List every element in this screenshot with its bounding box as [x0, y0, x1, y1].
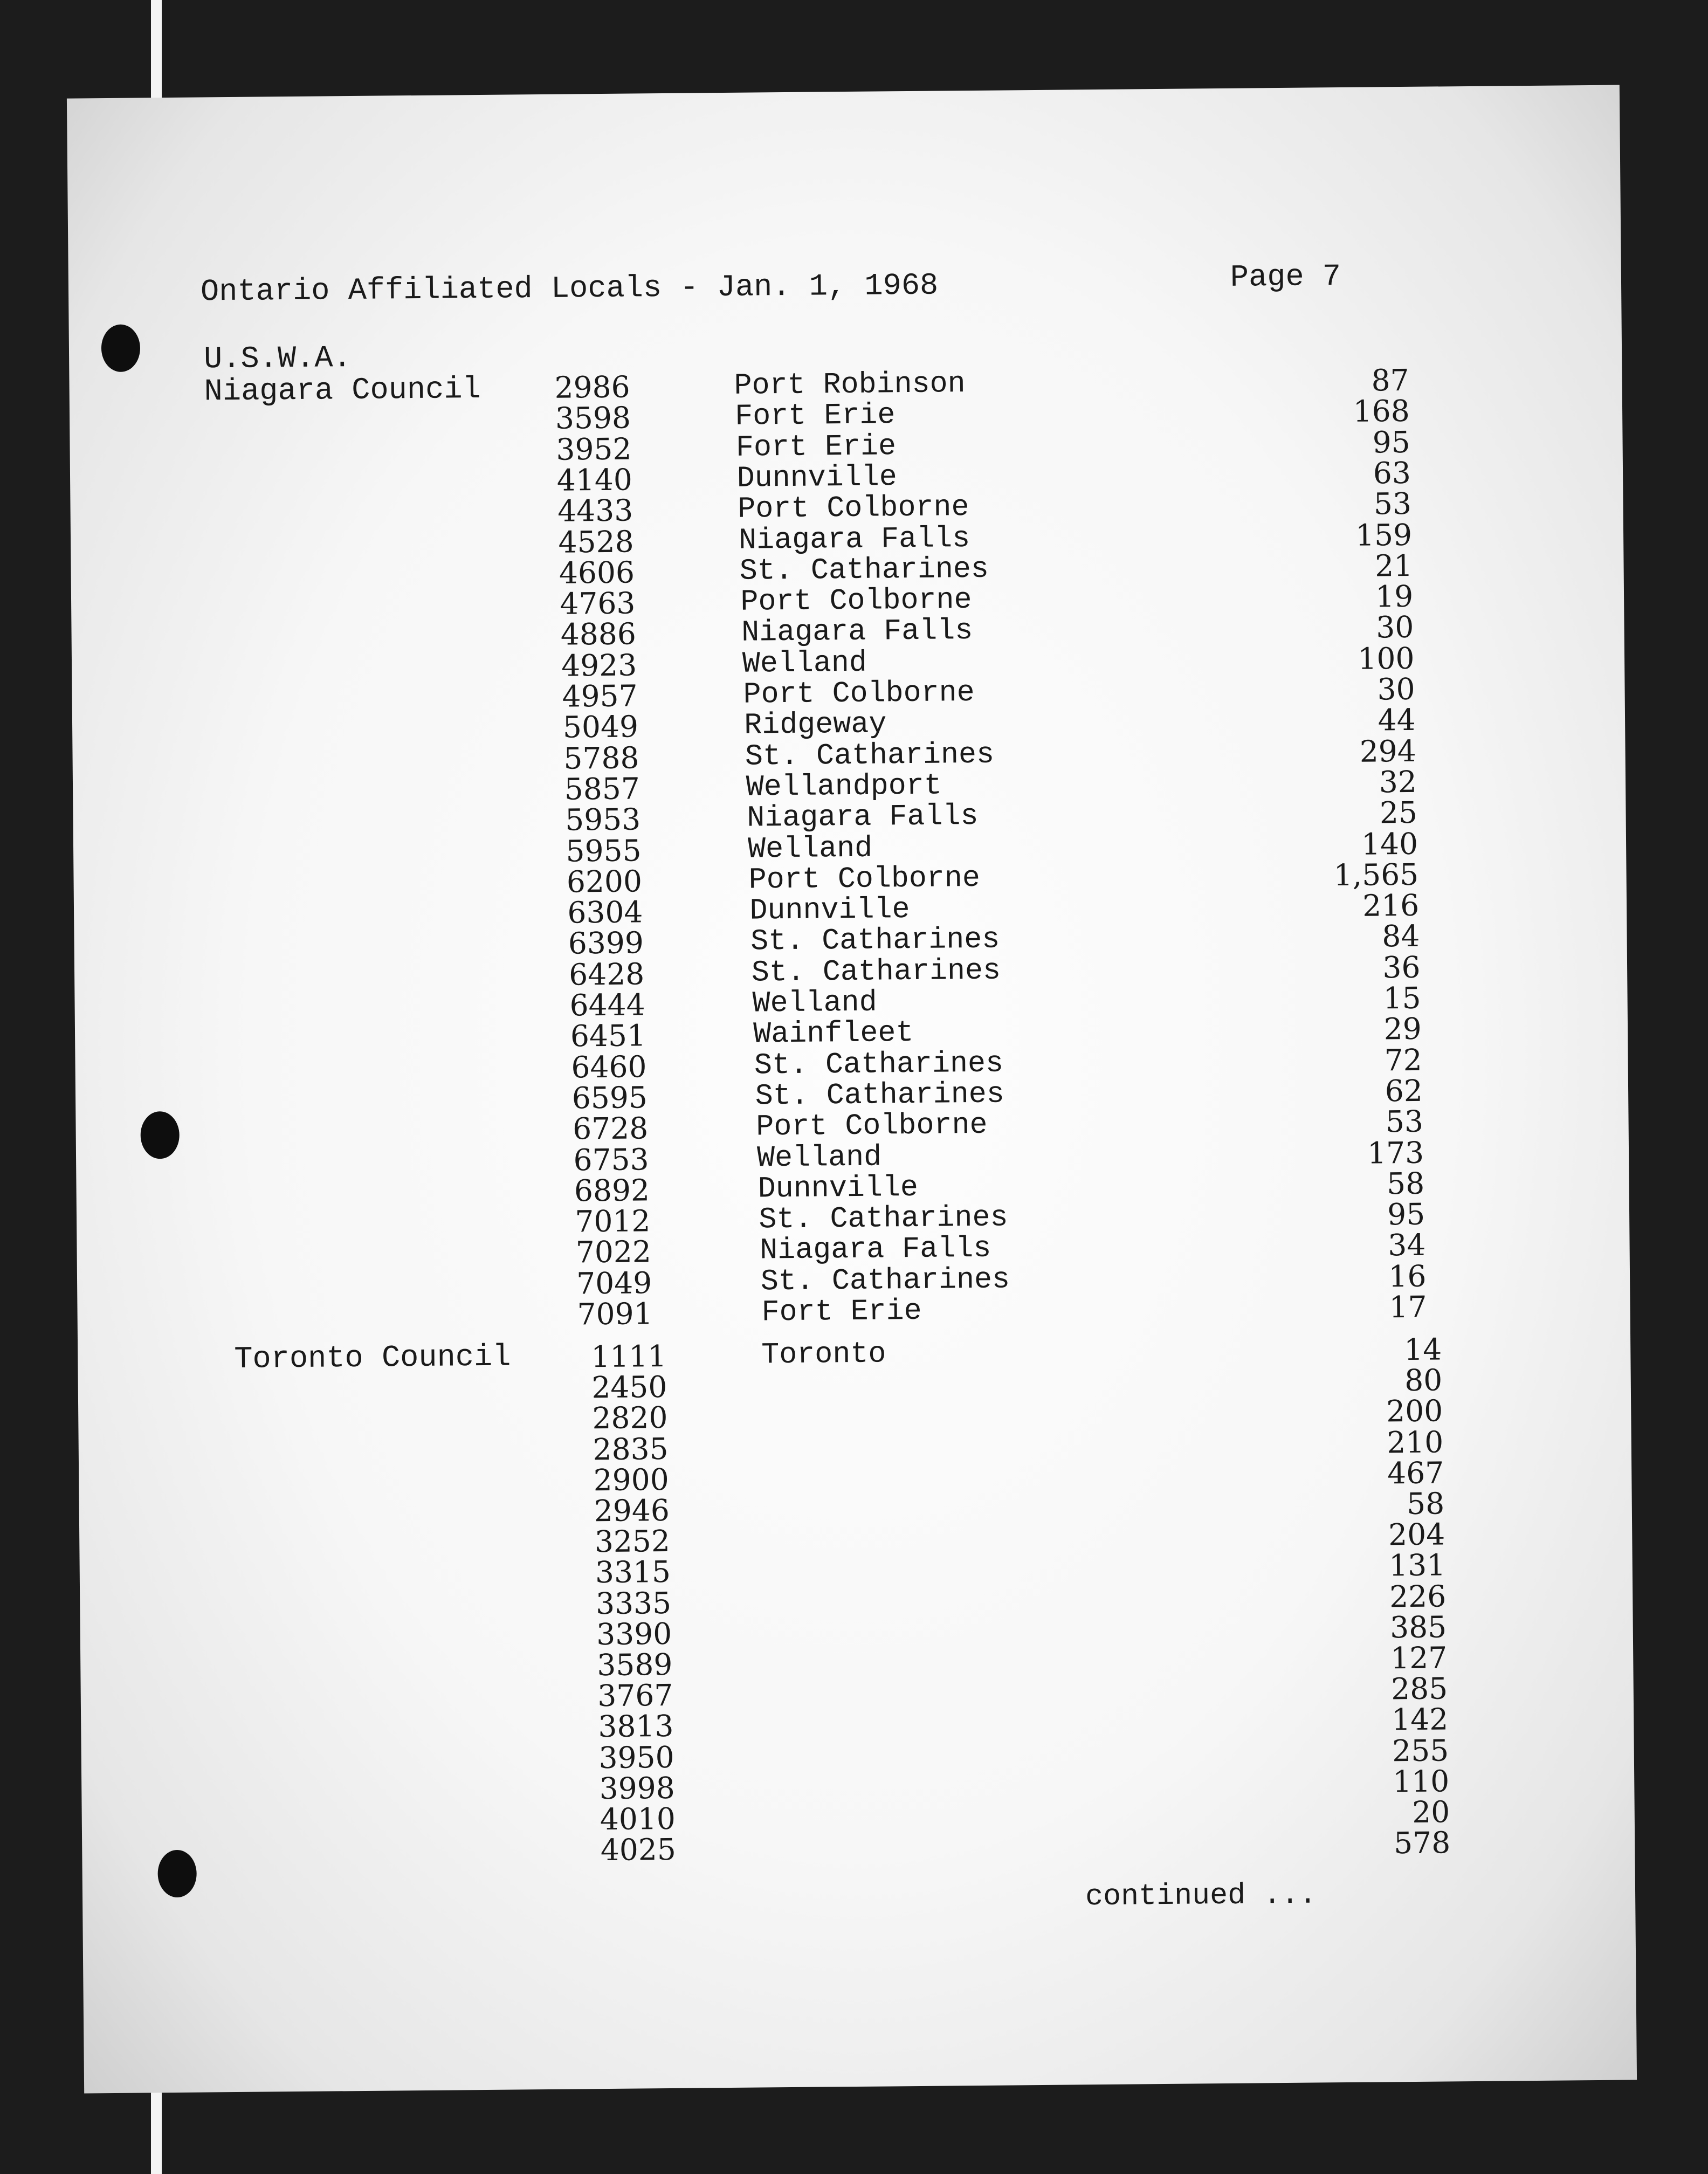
council-name: Niagara Council — [204, 372, 481, 410]
member-count: 1,565 — [1333, 857, 1419, 892]
local-number: 6304 — [567, 895, 643, 930]
member-count: 226 — [1389, 1579, 1447, 1614]
member-count: 95 — [1372, 424, 1411, 460]
local-number: 2986 — [554, 369, 630, 405]
place-name: St. Catharines — [750, 922, 1000, 959]
member-count: 294 — [1359, 733, 1417, 769]
member-count: 210 — [1386, 1425, 1444, 1460]
local-number: 5955 — [566, 833, 642, 869]
member-count: 36 — [1382, 950, 1421, 985]
member-count: 142 — [1391, 1702, 1449, 1737]
place-name: Fort Erie — [761, 1294, 922, 1330]
member-count: 173 — [1367, 1135, 1424, 1171]
local-number: 6399 — [568, 925, 644, 961]
place-name: St. Catharines — [745, 737, 995, 774]
member-count: 72 — [1384, 1042, 1423, 1077]
place-name: St. Catharines — [759, 1200, 1008, 1237]
member-count: 20 — [1411, 1794, 1450, 1829]
member-count: 385 — [1389, 1609, 1447, 1645]
place-name: Welland — [752, 985, 877, 1021]
member-count: 29 — [1383, 1012, 1422, 1047]
local-number: 3952 — [556, 431, 632, 467]
place-name: Dunnville — [736, 460, 898, 496]
member-count: 21 — [1374, 548, 1413, 583]
local-number: 4433 — [557, 493, 633, 528]
place-name: Toronto — [761, 1337, 886, 1372]
member-count: 95 — [1387, 1196, 1425, 1232]
member-count: 140 — [1361, 826, 1418, 862]
place-name: Dunnville — [749, 892, 910, 928]
member-count: 84 — [1382, 919, 1420, 954]
place-name: St. Catharines — [755, 1077, 1005, 1113]
local-number: 6753 — [573, 1141, 649, 1178]
place-name: Welland — [742, 645, 867, 681]
local-number: 6892 — [574, 1173, 650, 1208]
local-number: 3390 — [596, 1616, 672, 1652]
place-name: Niagara Falls — [741, 614, 973, 650]
local-number: 3767 — [597, 1678, 673, 1714]
member-count: 62 — [1385, 1073, 1423, 1109]
local-number: 4140 — [556, 462, 633, 498]
local-number: 3598 — [555, 400, 631, 436]
member-count: 32 — [1379, 764, 1417, 800]
local-number: 7022 — [575, 1234, 652, 1270]
member-count: 100 — [1358, 641, 1415, 676]
place-name: Wainfleet — [753, 1016, 914, 1051]
member-count: 17 — [1389, 1289, 1427, 1325]
local-number: 6444 — [569, 987, 645, 1023]
continued-note: continued ... — [1085, 1877, 1317, 1914]
local-number: 3950 — [598, 1739, 674, 1775]
place-name: Port Colborne — [756, 1107, 988, 1144]
local-number: 4025 — [600, 1832, 677, 1868]
member-count: 168 — [1353, 394, 1410, 429]
local-number: 2450 — [591, 1370, 667, 1405]
place-name: Niagara Falls — [759, 1232, 991, 1268]
local-number: 4957 — [562, 678, 638, 714]
place-name: Welland — [747, 831, 873, 866]
local-number: 7091 — [577, 1296, 653, 1332]
place-name: Port Colborne — [748, 861, 981, 897]
place-name: St. Catharines — [760, 1262, 1010, 1299]
local-number: 2900 — [593, 1462, 669, 1498]
member-count: 80 — [1404, 1363, 1443, 1398]
member-count: 58 — [1406, 1486, 1445, 1522]
place-name: Port Robinson — [734, 367, 966, 403]
local-number: 3252 — [594, 1524, 671, 1559]
place-name: St. Catharines — [754, 1046, 1004, 1083]
local-number: 6728 — [572, 1111, 649, 1146]
member-count: 110 — [1392, 1764, 1450, 1799]
member-count: 15 — [1383, 980, 1421, 1016]
member-count: 53 — [1385, 1104, 1424, 1139]
member-count: 30 — [1377, 671, 1415, 707]
local-number: 2946 — [594, 1492, 670, 1529]
member-count: 19 — [1375, 579, 1414, 614]
place-name: Wellandport — [746, 768, 942, 804]
member-count: 63 — [1373, 455, 1411, 491]
local-number: 6460 — [571, 1049, 647, 1085]
member-count: 159 — [1355, 517, 1413, 553]
place-name: Ridgeway — [744, 707, 887, 743]
local-number: 3813 — [598, 1709, 674, 1744]
member-count: 467 — [1387, 1455, 1444, 1491]
local-number: 5857 — [564, 771, 640, 807]
local-number: 2820 — [592, 1400, 668, 1436]
local-number: 4606 — [559, 555, 635, 590]
member-count: 127 — [1390, 1640, 1448, 1676]
local-number: 4923 — [561, 648, 637, 683]
local-number: 4886 — [560, 616, 637, 652]
page-title: Ontario Affiliated Locals - Jan. 1, 1968 — [200, 269, 939, 310]
local-number: 6451 — [570, 1018, 646, 1054]
document-page — [67, 85, 1637, 2094]
local-number: 2835 — [593, 1431, 669, 1467]
member-count: 285 — [1390, 1671, 1448, 1707]
place-name: Niagara Falls — [738, 521, 970, 558]
place-name: Fort Erie — [735, 398, 896, 434]
member-count: 255 — [1392, 1732, 1449, 1768]
page-number: Page 7 — [1230, 260, 1341, 295]
local-number: 4528 — [558, 524, 634, 560]
local-number: 5953 — [564, 802, 641, 837]
place-name: Port Colborne — [738, 490, 969, 526]
member-count: 30 — [1376, 610, 1414, 645]
place-name: Niagara Falls — [747, 799, 979, 835]
council-name: Toronto Council — [234, 1340, 511, 1378]
member-count: 44 — [1378, 703, 1416, 738]
local-number: 7012 — [575, 1203, 651, 1239]
local-number: 6428 — [568, 957, 645, 992]
local-number: 3335 — [595, 1585, 672, 1621]
union-name: U.S.W.A. — [203, 341, 352, 377]
place-name: Dunnville — [757, 1170, 919, 1206]
member-count: 87 — [1371, 362, 1409, 398]
member-count: 200 — [1386, 1393, 1443, 1429]
member-count: 14 — [1403, 1332, 1442, 1367]
local-number: 6595 — [571, 1080, 648, 1116]
place-name: St. Catharines — [739, 552, 989, 588]
place-name: Fort Erie — [735, 429, 897, 465]
local-number: 3998 — [599, 1770, 675, 1806]
member-count: 25 — [1379, 795, 1418, 830]
member-count: 131 — [1388, 1547, 1446, 1583]
local-number: 6200 — [566, 864, 643, 899]
member-count: 53 — [1373, 486, 1412, 521]
punch-hole — [101, 324, 141, 372]
member-count: 204 — [1388, 1517, 1445, 1552]
place-name: Port Colborne — [743, 675, 975, 712]
place-name: St. Catharines — [751, 953, 1001, 990]
local-number: 1111 — [591, 1339, 667, 1374]
member-count: 34 — [1388, 1228, 1426, 1263]
member-count: 578 — [1393, 1825, 1451, 1861]
local-number: 3315 — [595, 1554, 671, 1590]
member-count: 16 — [1388, 1258, 1427, 1294]
place-name: Welland — [756, 1140, 882, 1175]
local-number: 4763 — [560, 586, 636, 621]
place-name: Port Colborne — [740, 583, 972, 619]
local-number: 4010 — [600, 1801, 676, 1837]
member-count: 58 — [1386, 1166, 1425, 1201]
local-number: 5049 — [562, 709, 639, 745]
local-number: 5788 — [563, 740, 639, 776]
local-number: 3589 — [597, 1647, 673, 1683]
member-count: 216 — [1362, 888, 1420, 923]
local-number: 7049 — [576, 1265, 652, 1301]
